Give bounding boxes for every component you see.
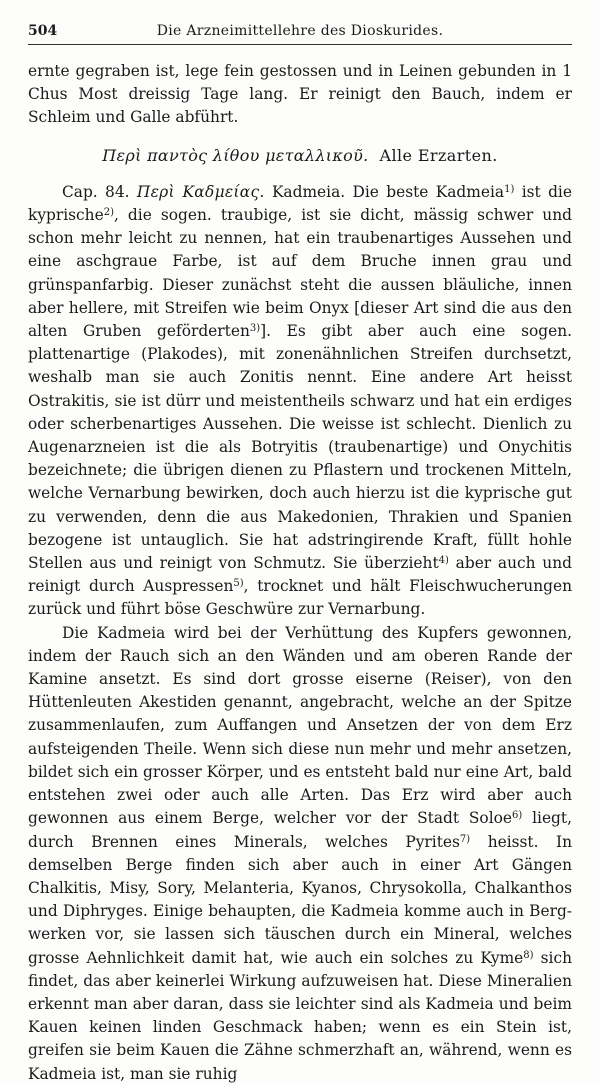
text-segment: sich findet, das aber keinerlei Wirkung aufzuweisen hat. Diese Mineralien erkennt man aber daran, dass sie leichter sind als Kadmeia und beim Kauen keinen linden Geschmack haben; wenn es ein Stein ist, greifen sie beim Kauen die Zähne schmerzhaft an, während, wenn es Kadmeia ist, man sie ruhig — [28, 948, 572, 1083]
section-heading-german: Alle Erzarten. — [379, 145, 498, 165]
section-heading-greek: Περὶ παντὸς λίθου μεταλλικοῦ. — [102, 145, 369, 165]
text-segment: heisst. In demselben Berge finden sich aber auch in einer Art Gängen Chalkitis, Misy, Sory, Melanteria, Kyanos, Chrysokolla, Chalkanthos und Diphryges. Einige behaupten, die Kadmeia komme auch in Bergwerken vor, sie lassen sich täuschen durch ein Mineral, welches grosse Aehnlichkeit damit hat, wie auch ein solches zu Kyme — [28, 832, 572, 967]
text-segment: , die sogen. traubige, ist sie dicht, mässig schwer und schon mehr leicht zu nennen, hat ein traubenartiges Aussehen und eine aschgraue Farbe, ist auf dem Bruche innen grau und grünspanfarbig. Dieser zunächst steht die aussen bläuliche, innen aber hellere, mit Streifen wie beim Onyx [dieser Art sind die aus den alten Gruben geförderten — [28, 206, 572, 341]
text-segment: Die beste Kadmeia — [352, 182, 505, 201]
footnote-ref: 2) — [103, 207, 114, 219]
text-segment: ist die kyprische — [28, 182, 572, 225]
footnote-ref: 3) — [249, 323, 261, 335]
chapter-name: Kadmeia. — [271, 182, 346, 201]
section-heading — [28, 144, 572, 167]
chapter-label: Cap. 84. — [62, 182, 130, 201]
footnote-ref: 6) — [512, 810, 523, 822]
running-header — [28, 22, 572, 45]
chapter-84-paragraph — [28, 181, 572, 622]
page-number: 504 — [28, 23, 58, 39]
text-segment: liegt, durch Brennen eines Minerals, welches Pyrites — [28, 809, 572, 851]
production-paragraph — [28, 622, 572, 1086]
text-segment: ]. Es gibt aber auch eine sogen. plattenartige (Plakodes), mit zonenähnlichen Streifen durchsetzt, weshalb man sie auch Zonitis nennt. Eine andere Art heisst Ostrakitis, sie ist dürr und meistentheils schwarz und hat ein erdiges oder scherbenartiges Aussehen. Die weisse ist schlecht. Dienlich zu Augenarzneien ist die als Botryitis (traubenartige) und Onychitis bezeichnete; die übrigen dienen zu Pflastern und trockenen Mitteln, welche Vernarbung bewirken, doch auch hierzu ist die kyprische gut zu verwenden, denn die aus Makedonien, Thrakien und Spanien bezogene ist untauglich. Sie hat adstringirende Kraft, füllt hohle Stellen aus und reinigt von Schmutz. Sie überzieht — [28, 322, 572, 573]
text-segment: , trocknet und hält Fleischwucherungen zurück und führt böse Geschwüre zur Vernarbung. — [28, 577, 572, 619]
chapter-greek-title: Περὶ Καδμείας. — [136, 182, 265, 201]
footnote-ref: 7) — [459, 833, 471, 845]
footnote-ref: 1) — [504, 183, 515, 195]
text-segment: aber auch und reinigt durch Auspressen — [28, 554, 572, 596]
text-segment: Die Kadmeia wird bei der Verhüttung des Kupfers gewonnen, indem der Rauch sich an den Wänden und am oberen Rande der Kamine ansetzt. Es sind dort grosse eiserne (Reiser), von den Hüttenleuten Akestiden genannt, angebracht, welche an der Spitze zusammenlaufen, zum Auffangen und Ansetzen der von dem Erz aufsteigenden Theile. Wenn sich diese nun mehr und mehr ansetzen, bildet sich ein grosser Körper, und es entsteht bald nur eine Art, bald entstehen zwei oder auch alle Arten. Das Erz wird aber auch gewonnen aus einem Berge, welcher vor der Stadt Soloe — [28, 623, 572, 828]
footnote-ref: 4) — [438, 555, 449, 567]
paragraph-continuation: ernte gegraben ist, lege fein gestossen und in Leinen gebunden in 1 Chus Most dreissig Tage lang. Er reinigt den Bauch, indem er Schleim und Galle abführt. — [28, 62, 572, 127]
footnote-ref: 5) — [233, 578, 244, 590]
footnote-ref: 8) — [523, 949, 534, 961]
running-title: Die Arzneimittellehre des Dioskurides. — [156, 23, 444, 39]
page-body — [28, 60, 572, 1086]
